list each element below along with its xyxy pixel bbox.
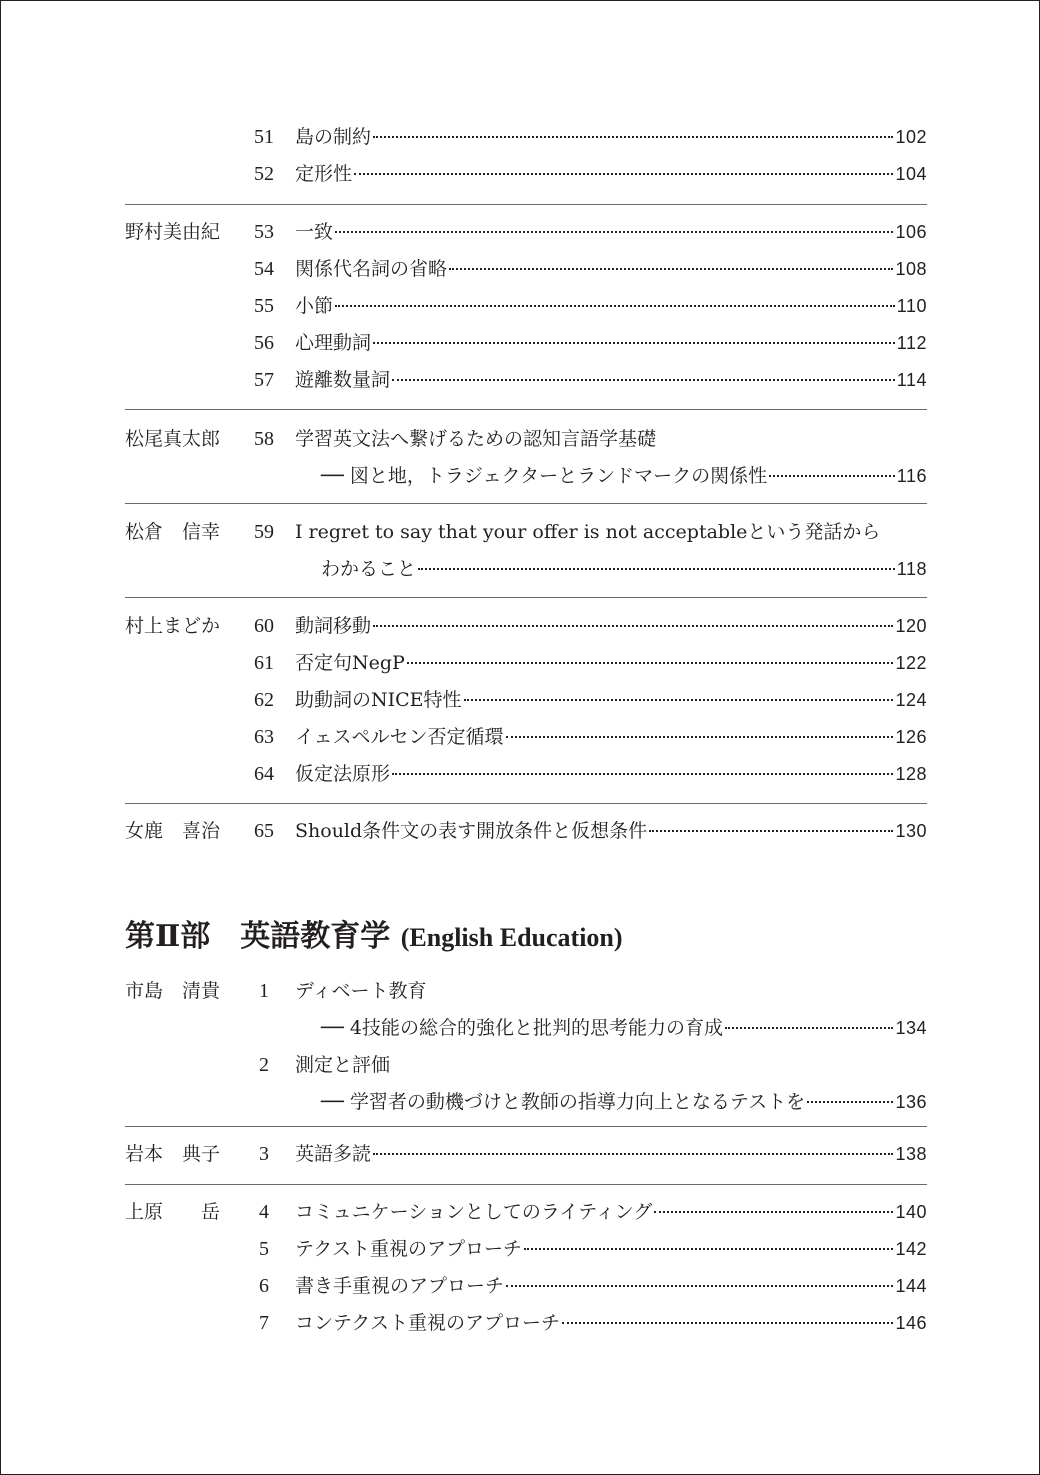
section-divider	[125, 503, 927, 504]
toc-entry[interactable]	[295, 645, 927, 682]
leader-dots	[407, 661, 894, 664]
toc-row	[125, 1231, 927, 1268]
toc-row	[125, 551, 927, 588]
toc-entry[interactable]	[295, 1136, 927, 1173]
entry-title: I regret to say that your offer is not acceptableという発話から	[295, 521, 881, 543]
toc-group	[125, 813, 927, 850]
page-number: 146	[895, 1313, 927, 1333]
toc-entry[interactable]	[295, 1305, 927, 1342]
leader-dots	[335, 304, 895, 307]
toc-entry[interactable]	[295, 514, 927, 551]
entry-subtitle: ── 学習者の動機づけと教師の指導力向上となるテストを	[321, 1091, 806, 1113]
leader-dots	[392, 772, 893, 775]
chapter-number: 52	[254, 163, 274, 185]
toc-entry-subtitle[interactable]	[321, 551, 927, 588]
toc-entry[interactable]	[295, 608, 927, 645]
part-title-en: (English Education)	[400, 923, 623, 952]
toc-group	[125, 119, 927, 193]
toc-entry[interactable]	[295, 214, 927, 251]
page-number: 110	[896, 296, 927, 316]
entry-subtitle: わかること	[321, 558, 417, 580]
chapter-number: 64	[254, 763, 274, 785]
toc-entry[interactable]	[295, 325, 927, 362]
chapter-number: 56	[254, 332, 274, 354]
toc-row	[125, 813, 927, 850]
entry-title: 定形性	[295, 163, 353, 185]
section-divider	[125, 1184, 927, 1185]
leader-dots	[506, 1284, 893, 1287]
toc-entry[interactable]	[295, 362, 927, 399]
entry-title: 遊離数量詞	[295, 369, 391, 391]
page-number: 112	[896, 333, 927, 353]
leader-dots	[464, 698, 894, 701]
chapter-number: 60	[254, 615, 274, 637]
leader-dots	[392, 378, 895, 381]
entry-title: 関係代名詞の省略	[295, 258, 448, 280]
chapter-number: 54	[254, 258, 274, 280]
leader-dots	[373, 135, 893, 138]
leader-dots	[354, 172, 893, 175]
leader-dots	[649, 829, 893, 832]
chapter-number: 51	[254, 126, 274, 148]
author-name: 野村美由紀	[125, 221, 221, 243]
page-number: 142	[895, 1239, 927, 1259]
toc-row	[125, 288, 927, 325]
leader-dots	[373, 1152, 893, 1155]
toc-row	[125, 325, 927, 362]
toc-row	[125, 1136, 927, 1173]
entry-title: 助動詞のNICE特性	[295, 689, 462, 711]
entry-title: 仮定法原形	[295, 763, 391, 785]
toc-row	[125, 458, 927, 495]
leader-dots	[769, 474, 895, 477]
section-divider	[125, 597, 927, 598]
toc-group	[125, 608, 927, 793]
toc-row	[125, 119, 927, 156]
toc-row	[125, 362, 927, 399]
leader-dots	[807, 1100, 893, 1103]
toc-group	[125, 421, 927, 495]
author-name: 松倉 信幸	[125, 521, 221, 543]
entry-title: 小節	[295, 295, 334, 317]
entry-title: 学習英文法へ繋げるための認知言語学基礎	[295, 428, 657, 450]
leader-dots	[654, 1210, 893, 1213]
entry-subtitle: ── 4技能の総合的強化と批判的思考能力の育成	[321, 1017, 724, 1039]
page-number: 126	[895, 727, 927, 747]
toc-entry[interactable]	[295, 719, 927, 756]
entry-title: 英語多読	[295, 1143, 372, 1165]
chapter-number: 58	[254, 428, 274, 450]
toc-group	[125, 214, 927, 399]
page-number: 116	[896, 466, 927, 486]
author-name: 岩本 典子	[125, 1143, 221, 1165]
toc-row	[125, 756, 927, 793]
page-number: 140	[895, 1202, 927, 1222]
page-number: 118	[896, 559, 927, 579]
chapter-number: 53	[254, 221, 274, 243]
leader-dots	[373, 624, 893, 627]
author-name: 上原 岳	[125, 1201, 221, 1223]
chapter-number: 63	[254, 726, 274, 748]
leader-dots	[373, 341, 895, 344]
page-number: 128	[895, 764, 927, 784]
chapter-number: 2	[259, 1054, 269, 1076]
toc-group	[125, 514, 927, 588]
toc-entry[interactable]	[295, 813, 927, 850]
toc-entry[interactable]	[295, 251, 927, 288]
toc-row	[125, 1268, 927, 1305]
page-number: 130	[895, 821, 927, 841]
entry-title: 心理動詞	[295, 332, 372, 354]
page-number: 104	[895, 164, 927, 184]
entry-title: イェスペルセン否定循環	[295, 726, 504, 748]
chapter-number: 6	[259, 1275, 269, 1297]
entry-title: 否定句NegP	[295, 652, 405, 674]
toc-row	[125, 214, 927, 251]
leader-dots	[335, 230, 893, 233]
entry-title: 島の制約	[295, 126, 372, 148]
toc-entry[interactable]	[295, 1194, 927, 1231]
chapter-number: 55	[254, 295, 274, 317]
toc-group	[125, 973, 927, 1121]
entry-title: 書き手重視のアプローチ	[295, 1275, 505, 1297]
toc-row	[125, 421, 927, 458]
toc-row	[125, 1010, 927, 1047]
toc-entry[interactable]	[295, 756, 927, 793]
page-number: 120	[895, 616, 927, 636]
toc-row	[125, 682, 927, 719]
toc-row	[125, 514, 927, 551]
page-number: 106	[895, 222, 927, 242]
toc-entry-subtitle[interactable]	[321, 458, 927, 495]
toc-entry[interactable]	[295, 973, 927, 1010]
entry-title: コンテクスト重視のアプローチ	[295, 1312, 561, 1334]
chapter-number: 1	[259, 980, 269, 1002]
chapter-number: 65	[254, 820, 274, 842]
toc-row	[125, 645, 927, 682]
entry-title: 測定と評価	[295, 1054, 391, 1076]
toc-entry[interactable]	[295, 682, 927, 719]
toc-group	[125, 1194, 927, 1342]
toc-entry[interactable]	[295, 156, 927, 193]
chapter-number: 57	[254, 369, 274, 391]
toc-group	[125, 1136, 927, 1173]
entry-title: Should条件文の表す開放条件と仮想条件	[295, 820, 648, 842]
toc-entry[interactable]	[295, 421, 927, 458]
toc-entry[interactable]	[295, 1047, 927, 1084]
chapter-number: 7	[259, 1312, 269, 1334]
leader-dots	[506, 735, 894, 738]
toc-row	[125, 1084, 927, 1121]
toc-entry[interactable]	[295, 1231, 927, 1268]
page-number: 108	[895, 259, 927, 279]
chapter-number: 62	[254, 689, 274, 711]
entry-title: テクスト重視のアプローチ	[295, 1238, 523, 1260]
toc-row	[125, 608, 927, 645]
chapter-number: 59	[254, 521, 274, 543]
author-name: 女鹿 喜治	[125, 820, 221, 842]
toc-row	[125, 973, 927, 1010]
part-title-ja: 英語教育学	[240, 919, 391, 954]
toc-entry[interactable]	[295, 119, 927, 156]
author-name: 松尾真太郎	[125, 428, 221, 450]
toc-row	[125, 1194, 927, 1231]
toc-row	[125, 1305, 927, 1342]
page-number: 144	[895, 1276, 927, 1296]
chapter-number: 61	[254, 652, 274, 674]
author-name: 市島 清貴	[125, 980, 221, 1002]
section-divider	[125, 1126, 927, 1127]
toc-entry-subtitle[interactable]	[321, 1010, 927, 1047]
toc-entry-subtitle[interactable]	[321, 1084, 927, 1121]
part-heading	[125, 911, 623, 955]
entry-title: 一致	[295, 221, 334, 243]
toc-entry[interactable]	[295, 1268, 927, 1305]
part-label: 第Ⅱ部	[125, 919, 211, 954]
page-number: 134	[895, 1018, 927, 1038]
leader-dots	[524, 1247, 893, 1250]
entry-title: 動詞移動	[295, 615, 372, 637]
page-number: 102	[895, 127, 927, 147]
leader-dots	[562, 1321, 893, 1324]
entry-title: コミュニケーションとしてのライティング	[295, 1201, 653, 1223]
toc-row	[125, 156, 927, 193]
page-number: 138	[895, 1144, 927, 1164]
toc-row	[125, 251, 927, 288]
page-number: 114	[896, 370, 927, 390]
toc-entry[interactable]	[295, 288, 927, 325]
toc-row	[125, 1047, 927, 1084]
section-divider	[125, 409, 927, 410]
page-number: 136	[895, 1092, 927, 1112]
page-number: 122	[895, 653, 927, 673]
leader-dots	[449, 267, 893, 270]
toc-row	[125, 719, 927, 756]
chapter-number: 4	[259, 1201, 269, 1223]
leader-dots	[418, 567, 895, 570]
chapter-number: 3	[259, 1143, 269, 1165]
entry-title: ディベート教育	[295, 980, 427, 1002]
leader-dots	[725, 1026, 893, 1029]
chapter-number: 5	[259, 1238, 269, 1260]
page-number: 124	[895, 690, 927, 710]
section-divider	[125, 204, 927, 205]
author-name: 村上まどか	[125, 615, 221, 637]
section-divider	[125, 803, 927, 804]
entry-subtitle: ── 図と地，トラジェクターとランドマークの関係性	[321, 465, 768, 487]
